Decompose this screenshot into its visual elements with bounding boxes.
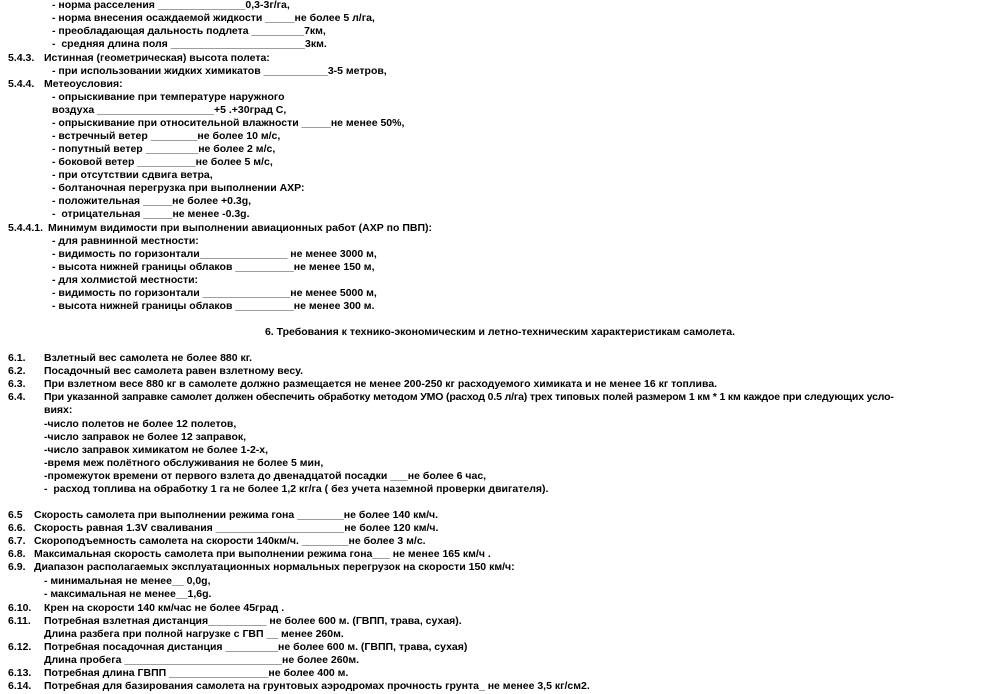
item-number: 6.10. [8, 602, 32, 614]
item-text: При указанной заправке самолет должен обеспечить обработку методом УМО (расход 0.5 л/га) трех типовых полей размером 1 км * 1 км каждое при следующих усло- [44, 391, 894, 403]
item-number: 6.13. [8, 667, 32, 679]
item-text-cont: Длина разбега при полной нагрузке с ГВП __ менее 260м. [44, 628, 344, 640]
list-item: - для равнинной местности: [52, 235, 199, 247]
section-number: 5.4.3. [8, 52, 35, 64]
list-item: - для холмистой местности: [52, 274, 199, 286]
item-text: Максимальная скорость самолета при выполнении режима гона___ не менее 165 км/ч . [34, 548, 491, 560]
list-item: - максимальная не менее__1,6g. [44, 588, 212, 600]
list-item: -время меж полётного обслуживания не более 5 мин, [44, 457, 324, 469]
list-item: - видимость по горизонтали _______________не менее 5000 м, [52, 287, 377, 299]
list-item: - боковой ветер __________не более 5 м/с, [52, 156, 273, 168]
item-text: При взлетном весе 880 кг в самолете должно размещается не менее 200-250 кг расходуемого химиката и не менее 16 кг топлива. [44, 378, 718, 390]
item-number: 6.3. [8, 378, 26, 390]
item-number: 6.9. [8, 561, 26, 573]
list-item: - положительная _____не более +0.3g, [52, 195, 252, 207]
list-item: - отрицательная _____не менее -0.3g. [52, 208, 250, 220]
list-item: - норма расселения _______________0,3-3г/га, [52, 0, 290, 11]
section-number: 5.4.4.1. [8, 222, 44, 234]
section-title: Минимум видимости при выполнении авиационных работ (АХР по ПВП): [48, 222, 432, 234]
list-item: -число заправок не более 12 заправок, [44, 431, 247, 443]
item-number: 6.2. [8, 365, 26, 377]
list-item: - при отсутствии сдвига ветра, [52, 169, 213, 181]
item-number: 6.7. [8, 535, 26, 547]
list-item: - высота нижней границы облаков __________не менее 300 м. [52, 300, 375, 312]
item-text: Потребная посадочная дистанция _________не более 600 м. (ГВПП, трава, сухая) [44, 641, 468, 653]
list-item: - встречный ветер ________не более 10 м/с, [52, 130, 281, 142]
list-item: воздуха ____________________+5 .+30град С, [52, 104, 287, 116]
section-title: Метеоусловия: [44, 78, 123, 90]
item-text: Потребная для базирования самолета на грунтовых аэродромах прочность грунта_ не менее 3,5 кг/см2. [44, 680, 590, 692]
item-text-cont: виях: [44, 404, 73, 416]
item-number: 6.11. [8, 615, 31, 627]
item-text: Потребная длина ГВПП _________________не более 400 м. [44, 667, 349, 679]
list-item: -промежуток времени от первого взлета до двенадцатой посадки ___не более 6 час, [44, 470, 487, 482]
list-item: - расход топлива на обработку 1 га не более 1,2 кг/га ( без учета наземной проверки двигателя). [44, 483, 549, 495]
item-number: 6.5 [8, 509, 23, 521]
list-item: -число заправок химикатом не более 1-2-х, [44, 444, 269, 456]
list-item: -число полетов не более 12 полетов, [44, 418, 237, 430]
list-item: - норма внесения осаждаемой жидкости _____не более 5 л/га, [52, 12, 375, 24]
list-item: - при использовании жидких химикатов ___________3-5 метров, [52, 65, 387, 77]
item-text: Диапазон располагаемых эксплуатационных нормальных перегрузок на скорости 150 км/ч: [34, 561, 515, 573]
item-number: 6.14. [8, 680, 32, 692]
section-heading: 6. Требования к технико-экономическим и летно-техническим характеристикам самолета. [264, 326, 736, 338]
item-text: Скорость самолета при выполнении режима гона ________не более 140 км/ч. [34, 509, 439, 521]
item-text: Скороподъемность самолета на скорости 140км/ч. ________не более 3 м/с. [34, 535, 426, 547]
item-number: 6.1. [8, 352, 26, 364]
section-number: 5.4.4. [8, 78, 35, 90]
item-number: 6.6. [8, 522, 26, 534]
list-item: - видимость по горизонтали_______________ не менее 3000 м, [52, 248, 377, 260]
item-text: Скорость равная 1.3V сваливания ______________________не более 120 км/ч. [34, 522, 439, 534]
list-item: - опрыскивание при относительной влажности _____не менее 50%, [52, 117, 405, 129]
list-item: - попутный ветер _________не более 2 м/с, [52, 143, 276, 155]
item-text: Потребная взлетная дистанция__________ не более 600 м. (ГВПП, трава, сухая). [44, 615, 462, 627]
list-item: - преобладающая дальность подлета _________7км, [52, 25, 326, 37]
item-text: Крен на скорости 140 км/час не более 45град . [44, 602, 285, 614]
item-text-cont: Длина пробега ___________________________не более 260м. [44, 654, 360, 666]
list-item: - минимальная не менее__ 0,0g, [44, 575, 211, 587]
item-number: 6.12. [8, 641, 32, 653]
list-item: - высота нижней границы облаков __________не менее 150 м, [52, 261, 375, 273]
section-title: Истинная (геометрическая) высота полета: [44, 52, 270, 64]
item-text: Взлетный вес самолета не более 880 кг. [44, 352, 253, 364]
item-number: 6.8. [8, 548, 26, 560]
list-item: - опрыскивание при температуре наружного [52, 91, 285, 103]
item-text: Посадочный вес самолета равен взлетному весу. [44, 365, 303, 377]
list-item: - средняя длина поля _______________________3км. [52, 38, 327, 50]
item-number: 6.4. [8, 391, 26, 403]
list-item: - болтаночная перегрузка при выполнении АХР: [52, 182, 305, 194]
